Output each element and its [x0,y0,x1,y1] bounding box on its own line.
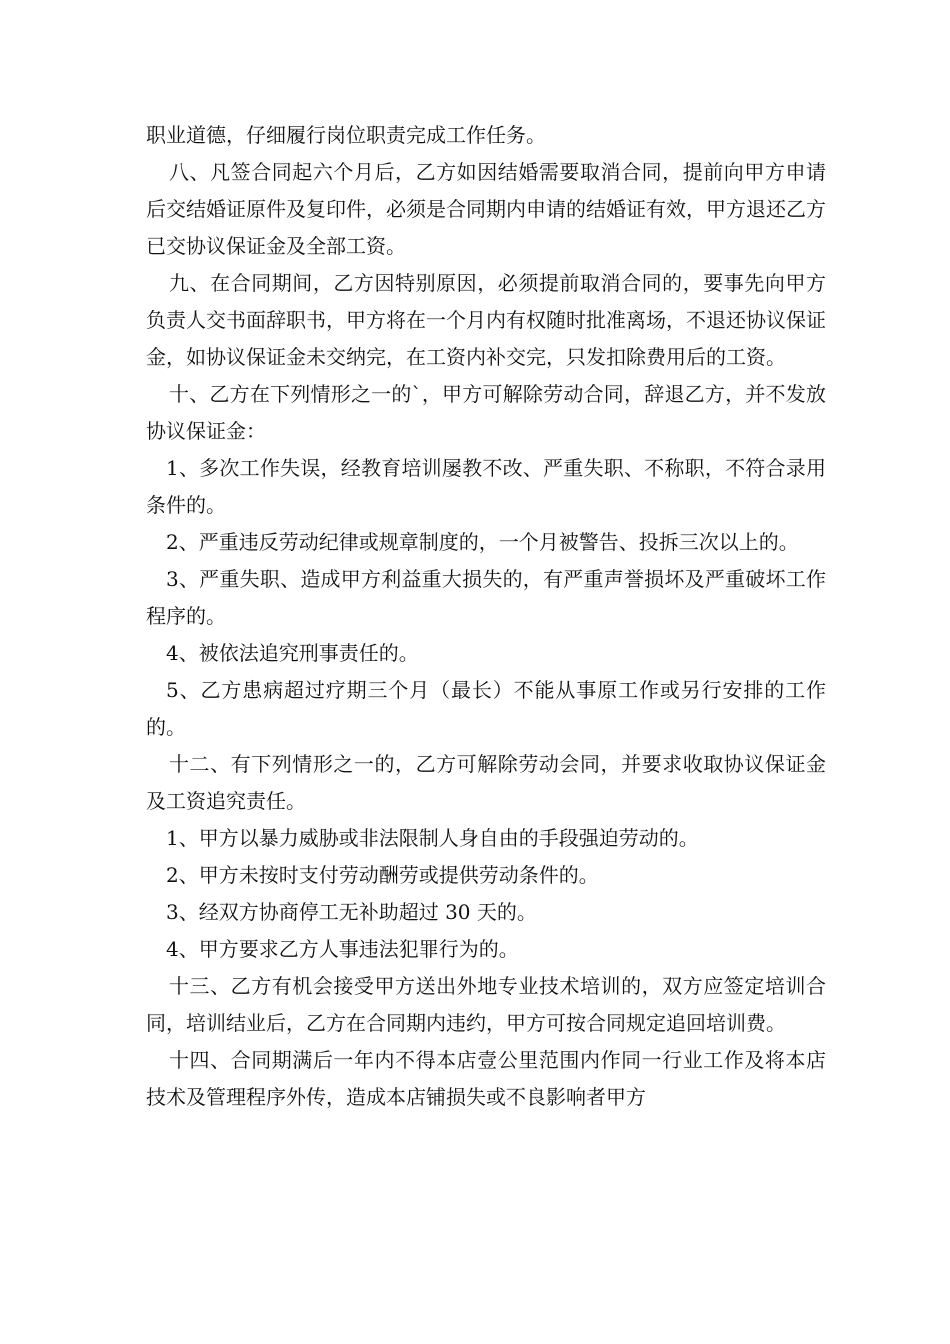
paragraph-continuation: 职业道德，仔细履行岗位职责完成工作任务。 [146,123,546,147]
clause-fourteen: 十四、合同期满后一年内不得本店壹公里范围内作同一行业工作及将本店技术及管理程序外传，造成本店铺损失或不良影响者甲方 [146,1048,826,1109]
clause-eight: 八、凡签合同起六个月后，乙方如因结婚需要取消合同，提前向甲方申请后交结婚证原件及复印件，必须是合同期内申请的结婚证有效，甲方退还乙方已交协议保证金及全部工资。 [146,160,826,258]
document-body [146,117,826,1116]
clause-nine: 九、在合同期间，乙方因特别原因，必须提前取消合同的，要事先向甲方负责人交书面辞职书，甲方将在一个月内有权随时批准离场，不退还协议保证金，如协议保证金未交纳完，在工资内补交完，只发扣除费用后的工资。 [146,271,826,369]
clause-ten-item-5: 5、乙方患病超过疗期三个月（最长）不能从事原工作或另行安排的工作的。 [146,678,826,739]
clause-twelve-item-3: 3、经双方协商停工无补助超过 30 天的。 [166,900,537,924]
clause-ten-item-3: 3、严重失职、造成甲方利益重大损失的，有严重声誉损坏及严重破坏工作程序的。 [146,567,826,628]
clause-ten-item-1: 1、多次工作失误，经教育培训屡教不改、严重失职、不称职，不符合录用条件的。 [146,456,826,517]
clause-ten: 十、乙方在下列情形之一的`，甲方可解除劳动合同，辞退乙方，并不发放协议保证金： [146,382,826,443]
clause-ten-item-2: 2、严重违反劳动纪律或规章制度的，一个月被警告、投拆三次以上的。 [166,530,799,554]
clause-thirteen: 十三、乙方有机会接受甲方送出外地专业技术培训的，双方应签定培训合同，培训结业后，乙方在合同期内违约，甲方可按合同规定追回培训费。 [146,974,826,1035]
clause-twelve: 十二、有下列情形之一的，乙方可解除劳动会同，并要求收取协议保证金及工资追究责任。 [146,752,826,813]
clause-twelve-item-2: 2、甲方未按时支付劳动酬劳或提供劳动条件的。 [166,863,599,887]
clause-ten-item-4: 4、被依法追究刑事责任的。 [166,641,419,665]
clause-twelve-item-1: 1、甲方以暴力威胁或非法限制人身自由的手段强迫劳动的。 [166,826,699,850]
clause-twelve-item-4: 4、甲方要求乙方人事违法犯罪行为的。 [166,937,519,961]
